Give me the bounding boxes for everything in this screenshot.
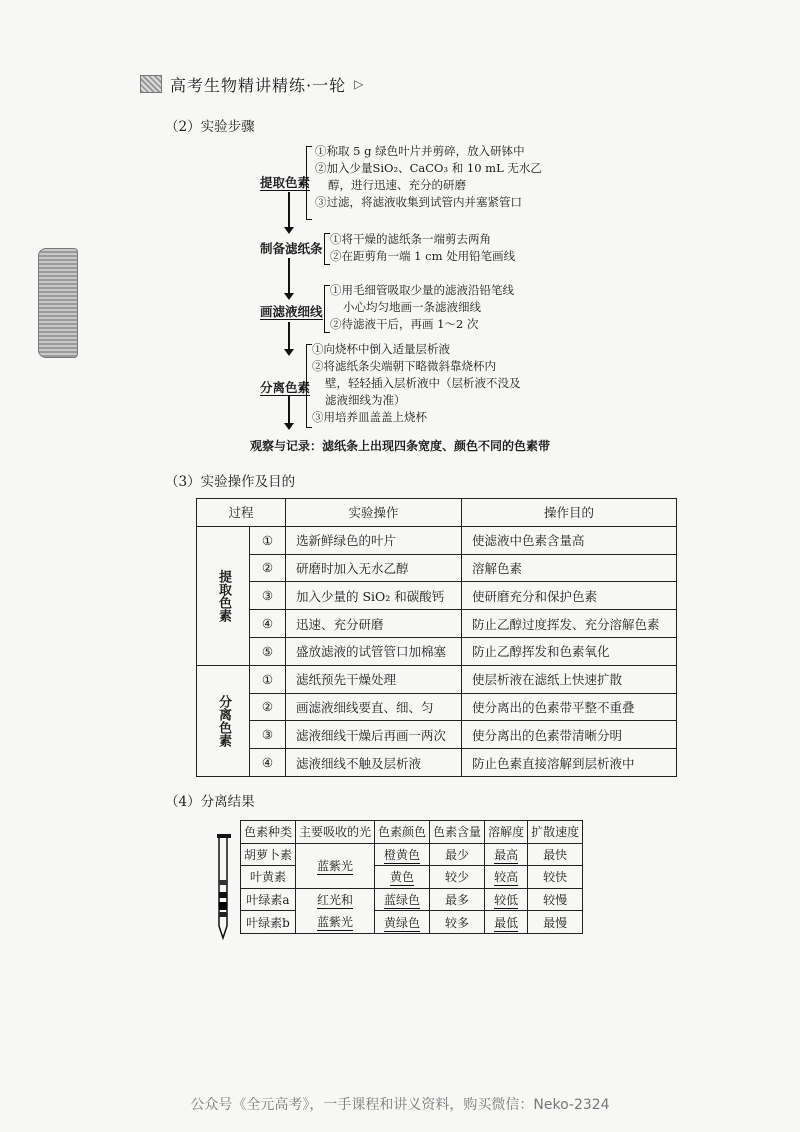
steps-separate <box>312 341 521 426</box>
operation-cell: 滤纸预先干燥处理 <box>286 665 462 693</box>
step-text: 滤液细线为准） <box>325 393 406 407</box>
stage-brace <box>306 146 312 220</box>
step-number: ② <box>250 693 286 721</box>
step-text: 壁，轻轻插入层析液中（层析液不没及 <box>325 376 521 390</box>
result-cell <box>241 888 296 911</box>
result-cell-text: 较多 <box>445 915 470 930</box>
steps-prepare <box>330 231 515 265</box>
step-text: ②将滤纸条尖端朝下略微斜靠烧杯内 <box>312 359 496 373</box>
result-cell <box>430 866 485 889</box>
operation-cell: 迅速、充分研磨 <box>286 610 462 638</box>
result-header-cell: 扩散速度 <box>528 821 583 844</box>
result-table-body <box>241 843 583 933</box>
result-header-cell: 色素含量 <box>430 821 485 844</box>
result-cell-text: 较低 <box>494 893 519 908</box>
step-text: ①用毛细管吸取少量的滤液沿铅笔线 <box>330 283 514 297</box>
result-cell-text: 叶黄素 <box>250 870 287 885</box>
down-arrow-icon <box>288 258 290 294</box>
result-cell <box>375 888 430 911</box>
stage-brace <box>324 285 330 333</box>
result-cell <box>241 911 296 934</box>
result-header-cell: 色素种类 <box>241 821 296 844</box>
step-number: ③ <box>250 582 286 610</box>
book-logo-icon <box>140 75 162 93</box>
result-cell <box>375 866 430 889</box>
result-cell <box>528 843 583 866</box>
step-number: ④ <box>250 749 286 777</box>
absorbed-light-text: 蓝紫光 <box>317 914 354 929</box>
result-cell-text: 最慢 <box>543 915 568 930</box>
result-cell <box>241 843 296 866</box>
table-row <box>197 637 677 665</box>
stage-prepare-paper: 制备滤纸条 <box>260 241 323 256</box>
result-cell-text: 最快 <box>543 847 568 862</box>
stage-brace <box>324 233 330 265</box>
step-text: 醇，进行迅速、充分的研磨 <box>328 178 466 192</box>
purpose-cell: 防止色素直接溶解到层析液中 <box>462 749 677 777</box>
table-header-row <box>241 821 583 844</box>
operation-cell: 滤液细线不触及层析液 <box>286 749 462 777</box>
result-cell-text: 胡萝卜素 <box>244 847 293 862</box>
purpose-cell: 使分离出的色素带清晰分明 <box>462 721 677 749</box>
table-row <box>197 693 677 721</box>
page-header <box>140 72 363 96</box>
absorbed-light-cell <box>296 843 375 888</box>
separation-result <box>210 820 600 940</box>
step-text: ③用培养皿盖盖上烧杯 <box>312 410 427 424</box>
result-cell-text: 较高 <box>494 870 519 885</box>
result-cell <box>430 888 485 911</box>
operation-cell: 选新鲜绿色的叶片 <box>286 526 462 554</box>
result-cell <box>485 843 528 866</box>
down-arrow-icon <box>288 192 290 228</box>
table-row <box>241 866 583 889</box>
purpose-cell: 使层析液在滤纸上快速扩散 <box>462 665 677 693</box>
result-cell-text: 较慢 <box>543 893 568 908</box>
table-row <box>197 749 677 777</box>
result-cell <box>485 911 528 934</box>
step-text: ②在距剪角一端 1 cm 处用铅笔画线 <box>330 249 516 263</box>
absorbed-light-text: 红光和 <box>317 892 354 907</box>
stage-separate-pigment: 分离色素 <box>260 380 311 395</box>
result-cell <box>528 866 583 889</box>
result-cell <box>485 866 528 889</box>
steps-extract <box>315 143 542 211</box>
result-cell-text: 较少 <box>445 870 470 885</box>
result-cell <box>430 843 485 866</box>
table-row <box>197 610 677 638</box>
purpose-cell: 使分离出的色素带平整不重叠 <box>462 693 677 721</box>
step-text: ②待滤液干后，再画 1～2 次 <box>330 317 479 331</box>
down-arrow-icon <box>288 322 290 350</box>
table-row <box>197 554 677 582</box>
table-row <box>197 721 677 749</box>
stage-extract-pigment: 提取色素 <box>260 175 311 190</box>
result-cell-text: 叶绿素a <box>246 893 290 908</box>
purpose-cell: 防止乙醇挥发和色素氧化 <box>462 637 677 665</box>
footer-watermark-text: 公众号《全元高考》，一手课程和讲义资料，购买微信：Neko-2324 <box>190 1097 610 1113</box>
table-row <box>197 582 677 610</box>
section-4-title: （4）分离结果 <box>165 794 255 810</box>
result-cell-text: 最多 <box>445 893 470 908</box>
purpose-cell: 使研磨充分和保护色素 <box>462 582 677 610</box>
table-row <box>197 665 677 693</box>
purpose-cell: 防止乙醇过度挥发、充分溶解色素 <box>462 610 677 638</box>
result-cell <box>375 911 430 934</box>
result-table <box>240 820 583 934</box>
header-purpose: 操作目的 <box>462 499 677 527</box>
process-group-label: 提取色素 <box>197 526 250 665</box>
experiment-steps-flowchart <box>0 0 800 470</box>
section-2-title: （2）实验步骤 <box>165 119 255 135</box>
section-3-title: （3）实验操作及目的 <box>165 474 296 490</box>
result-cell <box>528 911 583 934</box>
absorbed-light-cell <box>296 888 375 933</box>
table-row <box>241 843 583 866</box>
header-operation: 实验操作 <box>286 499 462 527</box>
header-process: 过程 <box>197 499 286 527</box>
result-cell-text: 叶绿素b <box>246 915 290 930</box>
result-cell-text: 较快 <box>543 870 568 885</box>
step-number: ④ <box>250 610 286 638</box>
operation-cell: 盛放滤液的试管管口加棉塞 <box>286 637 462 665</box>
result-header-cell: 主要吸收的光 <box>296 821 375 844</box>
result-cell-text: 黄绿色 <box>384 915 421 930</box>
operation-cell: 研磨时加入无水乙醇 <box>286 554 462 582</box>
purpose-cell: 溶解色素 <box>462 554 677 582</box>
stage-draw-line: 画滤液细线 <box>260 304 323 319</box>
steps-draw <box>330 282 514 333</box>
step-number: ⑤ <box>250 637 286 665</box>
step-number: ② <box>250 554 286 582</box>
result-cell <box>430 911 485 934</box>
result-header-cell: 色素颜色 <box>375 821 430 844</box>
table-row <box>241 911 583 934</box>
chapter-side-tab <box>38 248 78 358</box>
purpose-cell: 使滤液中色素含量高 <box>462 526 677 554</box>
operations-table <box>196 498 677 777</box>
result-cell-text: 最高 <box>494 847 519 862</box>
absorbed-light-text: 蓝紫光 <box>317 859 354 874</box>
step-number: ① <box>250 665 286 693</box>
step-text: ①将干燥的滤纸条一端剪去两角 <box>330 232 491 246</box>
operation-cell: 加入少量的 SiO₂ 和碳酸钙 <box>286 582 462 610</box>
observation-record: 观察与记录：滤纸条上出现四条宽度、颜色不同的色素带 <box>250 439 551 453</box>
result-cell <box>241 866 296 889</box>
table-row <box>197 526 677 554</box>
result-header-cell: 溶解度 <box>485 821 528 844</box>
result-cell-text: 蓝绿色 <box>384 893 421 908</box>
result-cell-text: 黄色 <box>390 870 415 885</box>
table-header-row <box>197 499 677 527</box>
operation-cell: 画滤液细线要直、细、匀 <box>286 693 462 721</box>
down-arrow-icon <box>288 396 290 424</box>
step-text: ①称取 5 g 绿色叶片并剪碎，放入研钵中 <box>315 144 525 158</box>
process-group-label: 分离色素 <box>197 665 250 776</box>
operations-table-body <box>197 526 677 776</box>
operation-cell: 滤液细线干燥后再画一两次 <box>286 721 462 749</box>
result-cell-text: 最低 <box>494 915 519 930</box>
step-number: ③ <box>250 721 286 749</box>
triangle-marker-icon: ▷ <box>354 77 364 91</box>
step-number: ① <box>250 526 286 554</box>
step-text: ①向烧杯中倒入适量层析液 <box>312 342 450 356</box>
step-text: ②加入少量SiO₂、CaCO₃ 和 10 mL 无水乙 <box>315 161 542 175</box>
step-text: ③过滤，将滤液收集到试管内并塞紧管口 <box>315 195 522 209</box>
result-cell-text: 橙黄色 <box>384 847 421 862</box>
result-cell <box>485 888 528 911</box>
step-text: 小心均匀地画一条滤液细线 <box>343 300 481 314</box>
result-cell <box>375 843 430 866</box>
result-cell <box>528 888 583 911</box>
table-row <box>241 888 583 911</box>
stage-brace <box>306 344 312 428</box>
book-title: 高考生物精讲精练·一轮 <box>170 75 347 95</box>
result-cell-text: 最少 <box>445 847 470 862</box>
